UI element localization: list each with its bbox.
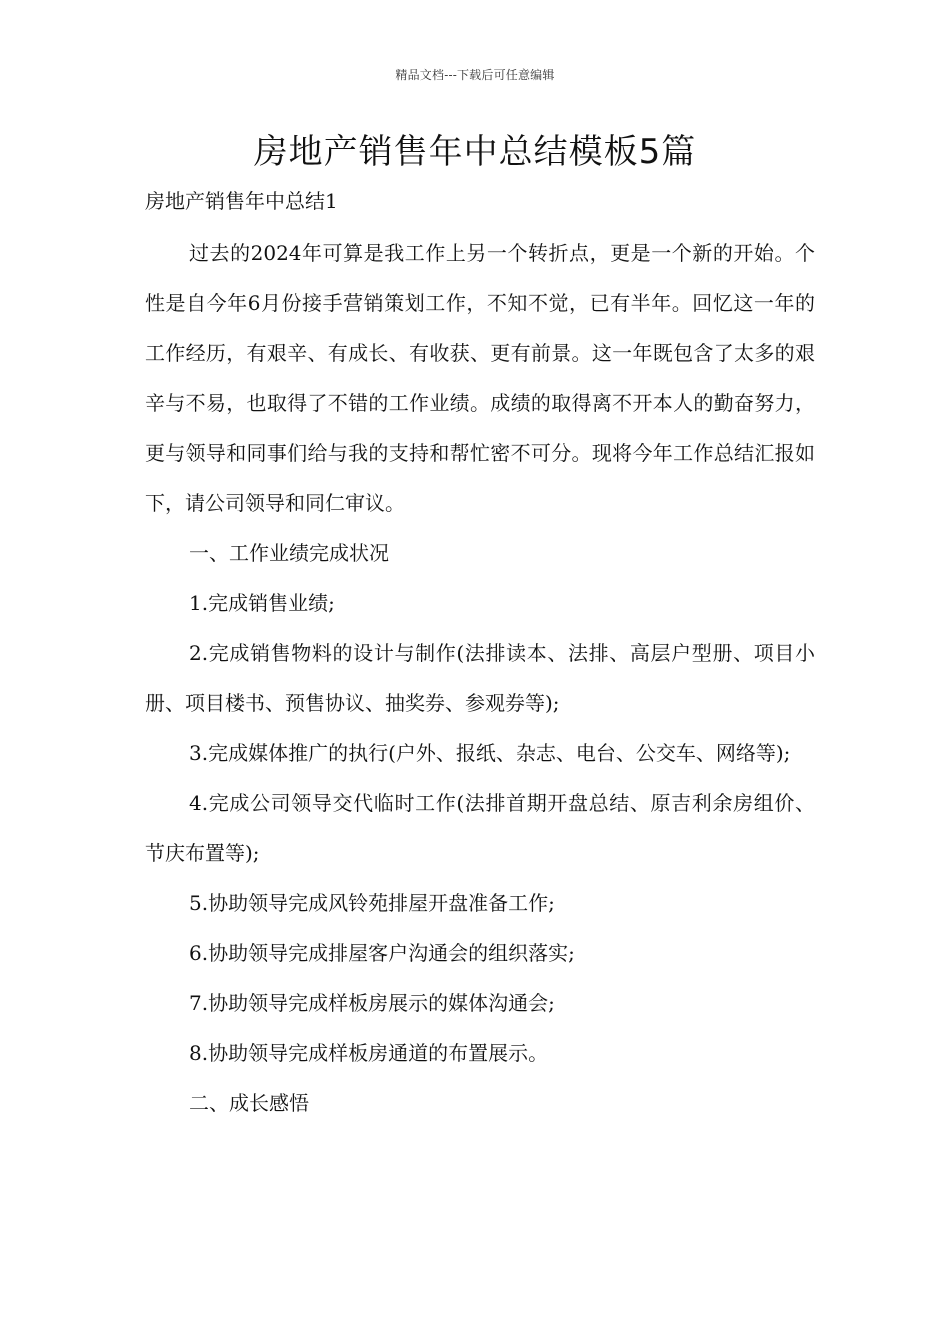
list-item: 1.完成销售业绩;: [189, 591, 335, 615]
list-item: 6.协助领导完成排屋客户沟通会的组织落实;: [189, 941, 575, 965]
document-body: [145, 228, 815, 1128]
list-item: 5.协助领导完成风铃苑排屋开盘准备工作;: [189, 891, 555, 915]
document-title: 房地产销售年中总结模板5篇: [253, 132, 697, 172]
list-item: 3.完成媒体推广的执行(户外、报纸、杂志、电台、公交车、网络等);: [189, 741, 791, 765]
section-heading-performance: 一、工作业绩完成状况: [189, 541, 389, 565]
section-subtitle: 房地产销售年中总结1: [145, 189, 338, 213]
list-item: 4.完成公司领导交代临时工作(法排首期开盘总结、原吉利余房组价、节庆布置等);: [145, 791, 815, 865]
section-heading-growth: 二、成长感悟: [189, 1091, 309, 1115]
intro-paragraph: 过去的2024年可算是我工作上另一个转折点，更是一个新的开始。个性是自今年6月份接手营销策划工作，不知不觉，已有半年。回忆这一年的工作经历，有艰辛、有成长、有收获、更有前景。这一年既包含了太多的艰辛与不易，也取得了不错的工作业绩。成绩的取得离不开本人的勤奋努力，更与领导和同事们给与我的支持和帮忙密不可分。现将今年工作总结汇报如下，请公司领导和同仁审议。: [145, 241, 815, 515]
header-note: 精品文档---下载后可任意编辑: [395, 68, 555, 82]
list-item: 2.完成销售物料的设计与制作(法排读本、法排、高层户型册、项目小册、项目楼书、预售协议、抽奖券、参观券等);: [145, 641, 815, 715]
list-item: 8.协助领导完成样板房通道的布置展示。: [189, 1041, 549, 1065]
list-item: 7.协助领导完成样板房展示的媒体沟通会;: [189, 991, 555, 1015]
